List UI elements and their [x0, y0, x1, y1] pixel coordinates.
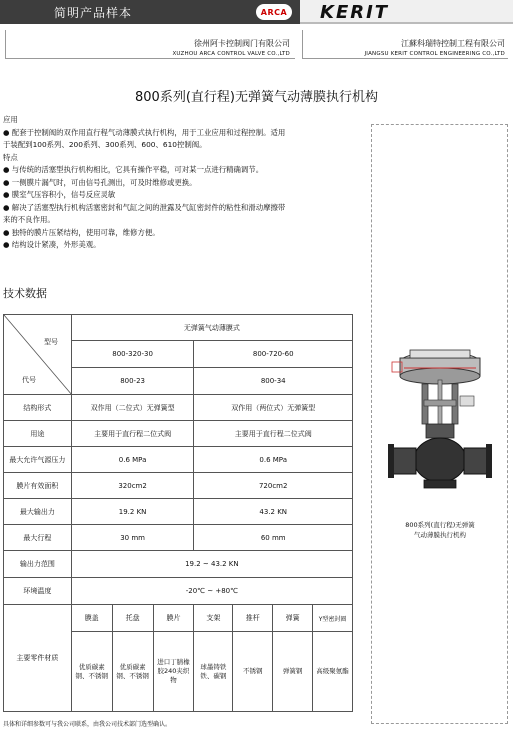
diagonal-header-cell [4, 315, 72, 395]
cell-value: 720cm2 [194, 473, 353, 499]
section-heading: 应用 [3, 115, 18, 124]
divider [302, 58, 508, 59]
feature-item: ● 独特的膜片压紧结构，使用可靠，维修方便。 [3, 227, 160, 237]
feature-item: ● 解决了活塞型执行机构活塞密封和气缸之间的泄露及气缸密封件的粘性和滑动摩擦带 [3, 202, 286, 212]
cell-value: 双作用（两位式）无弹簧型 [194, 395, 353, 421]
diagonal-line [4, 315, 72, 395]
part-header: 膜盖 [71, 605, 112, 632]
part-header: Y型密封圈 [313, 605, 353, 632]
part-material: 球墨铸铁铁、碳钢 [194, 632, 233, 712]
part-material: 高级聚氨酯 [313, 632, 353, 712]
spec-table [3, 314, 353, 712]
code-cell: 800-23 [71, 368, 194, 395]
cell-value: 320cm2 [71, 473, 194, 499]
footer-note: 具体和详细参数可与我公司联系，由我公司技术部门选型确认。 [3, 721, 172, 728]
feature-item: ● 结构设计紧凑，外形美观。 [3, 240, 101, 249]
part-header: 推杆 [233, 605, 273, 632]
model-cell: 800-720-60 [194, 341, 353, 368]
feature-item: ● 与传统的活塞型执行机构相比，它具有操作平稳，可对某一点进行精确调节。 [3, 165, 264, 174]
cell-value: 43.2 KN [194, 499, 353, 525]
intro-section [3, 114, 363, 252]
code-cell: 800-34 [194, 368, 353, 395]
diag-top-label: 型号 [44, 338, 58, 346]
row-label: 最大允许气源压力 [4, 447, 72, 473]
cell-value: 60 mm [194, 525, 353, 551]
company-right [300, 38, 505, 57]
company-right-en: JIANGSU KERIT CONTROL ENGINEERING CO.,LTD [364, 51, 505, 57]
model-cell: 800-320-30 [71, 341, 194, 368]
cell-value: 0.6 MPa [71, 447, 194, 473]
cell-value: 主要用于直行程二位式阀 [71, 421, 194, 447]
part-header: 支架 [194, 605, 233, 632]
type-header: 无弹簧气动薄膜式 [71, 315, 352, 341]
row-label: 环境温度 [4, 578, 72, 605]
part-material: 弹簧钢 [273, 632, 313, 712]
image-caption [376, 520, 504, 540]
header-bar-right [300, 0, 513, 24]
company-right-cn: 江蘇科瑞特控制工程有限公司 [401, 39, 505, 48]
arca-logo: ARCA [256, 4, 292, 20]
part-material: 进口丁腈橡胶240夹织物 [153, 632, 194, 712]
cell-value: 30 mm [71, 525, 194, 551]
part-material: 优质碳素钢、不锈钢 [112, 632, 153, 712]
divider [5, 30, 6, 58]
feature-item: ● 膜室气压容积小，信号反应灵敏 [3, 190, 116, 199]
row-label: 膜片有效面积 [4, 473, 72, 499]
tech-data-heading: 技术数据 [3, 287, 47, 300]
row-label: 输出力范围 [4, 551, 72, 578]
diag-bottom-label: 代号 [22, 376, 36, 384]
cell-value: 0.6 MPa [194, 447, 353, 473]
divider [5, 58, 295, 59]
part-header: 托盘 [112, 605, 153, 632]
row-label: 结构形式 [4, 395, 72, 421]
header-bar-left [0, 0, 300, 24]
part-material: 优质碳素钢、不锈钢 [71, 632, 112, 712]
feature-item: 来的不良作用。 [3, 215, 55, 224]
catalog-title: 简明产品样本 [54, 6, 133, 20]
row-label: 主要零件材质 [4, 605, 72, 712]
section-heading: 特点 [3, 152, 18, 162]
page-title: 800系列(直行程)无弹簧气动薄膜执行机构 [135, 90, 378, 105]
text-line: 于装配到100系列、200系列、300系列、600、610控制阀。 [3, 140, 207, 149]
cell-value: -20℃ ~ +80℃ [71, 578, 352, 605]
kerit-logo: KERIT [320, 2, 390, 23]
row-label: 最大输出力 [4, 499, 72, 525]
cell-value: 19.2 KN [71, 499, 194, 525]
part-header: 膜片 [153, 605, 194, 632]
cell-value: 双作用（二位式）无弹簧型 [71, 395, 194, 421]
caption-line: 800系列(直行程)无弹簧 [405, 521, 475, 529]
cell-value: 19.2 ~ 43.2 KN [71, 551, 352, 578]
company-left-cn: 徐州阿卡控制阀门有限公司 [194, 39, 290, 48]
row-label: 用途 [4, 421, 72, 447]
feature-item: ● 一侧膜片漏气时，可由信号孔测出，可及时维修或更换。 [3, 177, 197, 187]
company-left-en: XUZHOU ARCA CONTROL VALVE CO.,LTD [172, 51, 290, 57]
part-material: 不锈钢 [233, 632, 273, 712]
text-line: ● 配套于控制阀的双作用直行程气动薄膜式执行机构，用于工业应用和过程控制。适用 [3, 127, 286, 137]
row-label: 最大行程 [4, 525, 72, 551]
company-left [150, 38, 290, 57]
valve-actuator-illustration [384, 340, 496, 500]
caption-line: 气动薄膜执行机构 [414, 531, 466, 539]
part-header: 弹簧 [273, 605, 313, 632]
cell-value: 主要用于直行程二位式阀 [194, 421, 353, 447]
